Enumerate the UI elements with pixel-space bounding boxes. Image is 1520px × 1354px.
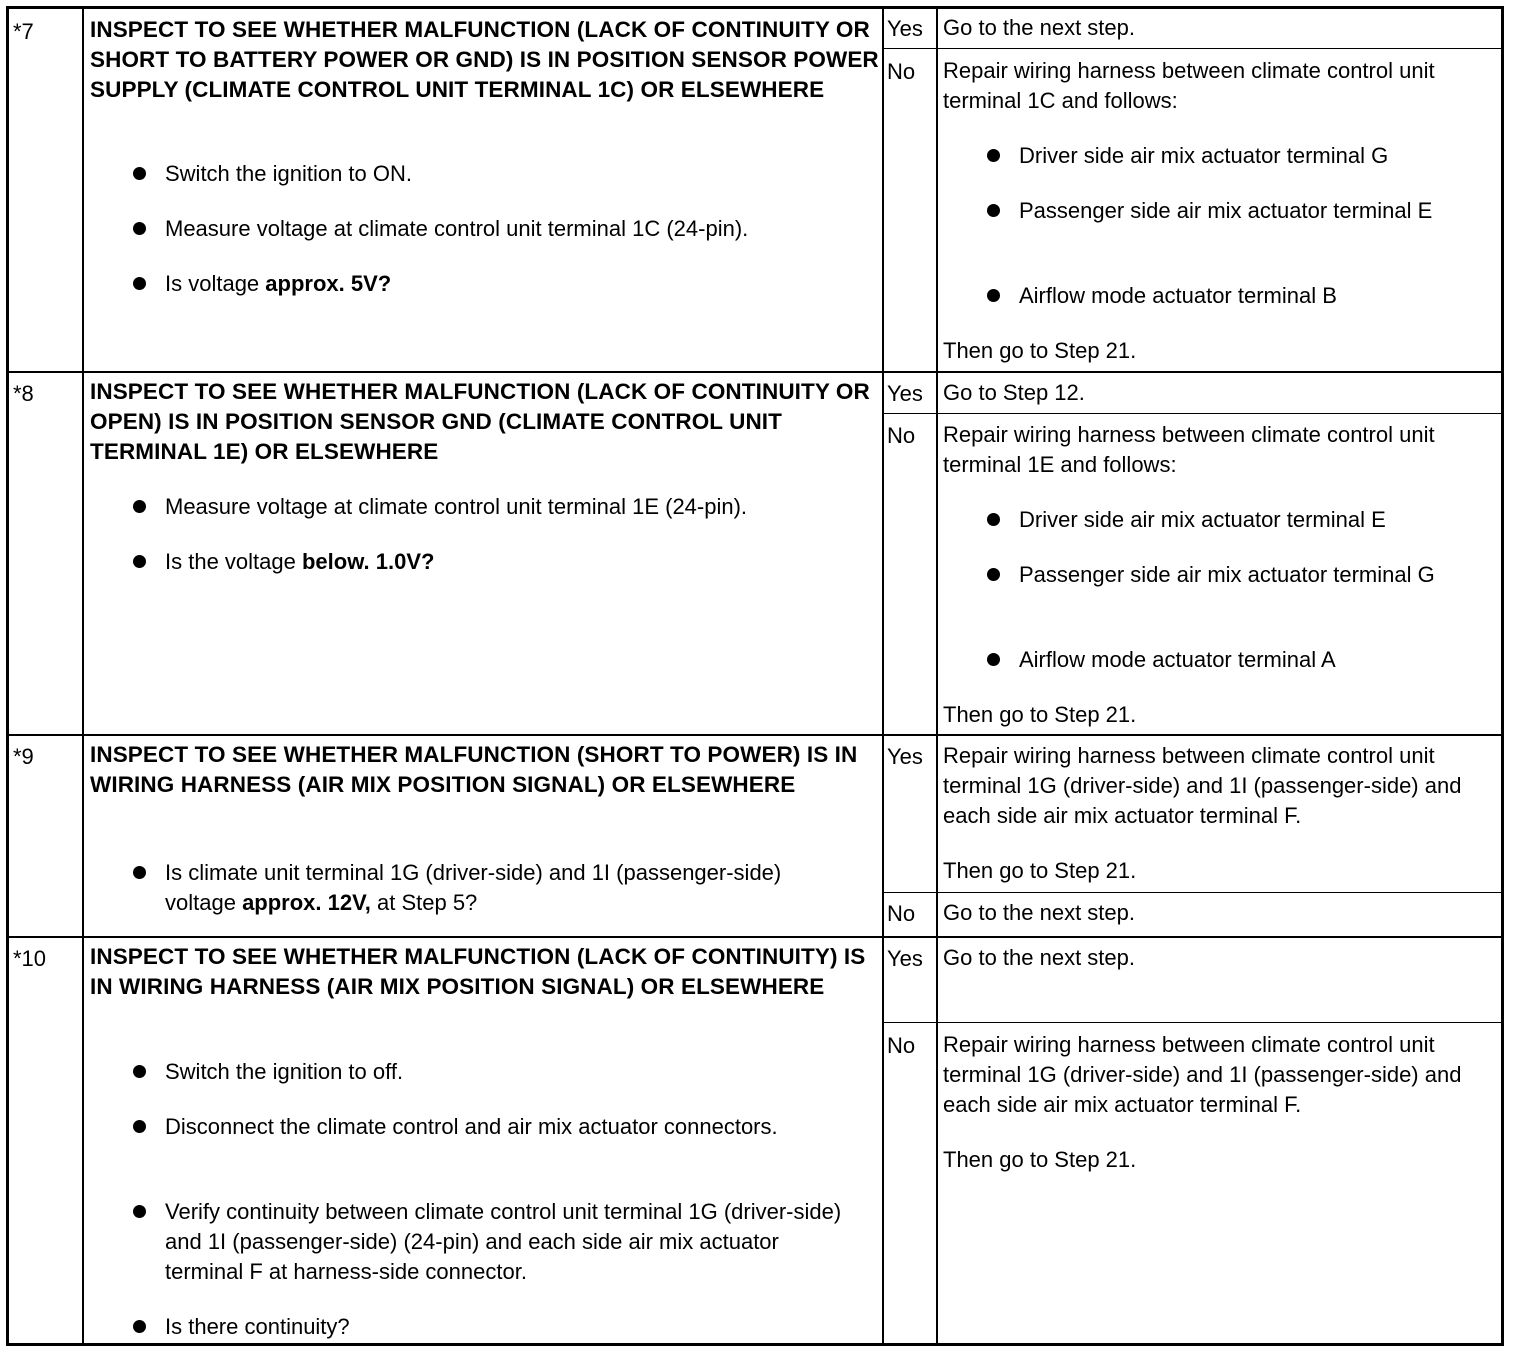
list-item: Disconnect the climate control and air mix actuator connectors. [135,1112,855,1142]
step-title: INSPECT TO SEE WHETHER MALFUNCTION (SHORT TO POWER) IS IN WIRING HARNESS (AIR MIX POSITION SIGNAL) OR ELSEWHERE [90,742,858,797]
bullet-icon [987,204,1000,217]
no-then: Then go to Step 21. [943,1147,1137,1172]
step-title: INSPECT TO SEE WHETHER MALFUNCTION (LACK OF CONTINUITY OR SHORT TO BATTERY POWER OR GND) IS IN POSITION SENSOR POWER SUPPLY (CLIMATE CONTROL UNIT TERMINAL 1C) OR ELSEWHERE [90,17,879,102]
step-row [9,371,1501,736]
bullet-icon [133,866,146,879]
list-item: Driver side air mix actuator terminal E [987,505,1487,535]
bullet-icon [987,568,1000,581]
step-title: INSPECT TO SEE WHETHER MALFUNCTION (LACK OF CONTINUITY) IS IN WIRING HARNESS (AIR MIX POSITION SIGNAL) OR ELSEWHERE [90,944,866,999]
bullet-icon [133,167,146,180]
step-row [9,9,1501,371]
list-item: Passenger side air mix actuator terminal E [987,196,1487,226]
step-number: *10 [13,946,47,971]
bullet-icon [133,500,146,513]
step-row [9,734,1501,938]
list-item: Airflow mode actuator terminal B [987,281,1487,311]
yes-label: Yes [887,744,923,769]
bullet-icon [133,1120,146,1133]
bullet-icon [133,222,146,235]
yes-action: Repair wiring harness between climate control unit terminal 1G (driver-side) and 1I (passenger-side) and each side air mix actuator terminal F. [943,743,1462,828]
list-item: Driver side air mix actuator terminal G [987,141,1487,171]
yes-label: Yes [887,16,923,41]
bullet-icon [133,555,146,568]
bullet-icon [133,1320,146,1333]
no-label: No [887,901,916,926]
no-action: Repair wiring harness between climate control unit terminal 1E and follows: [943,422,1435,477]
step-title: INSPECT TO SEE WHETHER MALFUNCTION (LACK OF CONTINUITY OR OPEN) IS IN POSITION SENSOR GND (CLIMATE CONTROL UNIT TERMINAL 1E) OR ELSEWHERE [90,379,870,464]
bullet-icon [987,149,1000,162]
no-label: No [887,423,916,448]
no-action: Repair wiring harness between climate control unit terminal 1C and follows: [943,58,1435,113]
no-then: Then go to Step 21. [943,702,1137,727]
list-item: Is there continuity? [135,1312,855,1342]
bullet-icon [133,1065,146,1078]
bullet-icon [133,1205,146,1218]
bullet-icon [987,289,1000,302]
list-item: Passenger side air mix actuator terminal G [987,560,1487,590]
list-item: Measure voltage at climate control unit terminal 1E (24-pin). [135,492,855,522]
bullet-icon [987,653,1000,666]
list-item: Measure voltage at climate control unit terminal 1C (24-pin). [135,214,855,244]
yes-action: Go to the next step. [943,15,1136,40]
step-number: *7 [13,19,34,44]
bullet-icon [133,277,146,290]
yes-action: Go to Step 12. [943,380,1085,405]
yes-label: Yes [887,381,923,406]
no-label: No [887,59,916,84]
list-item: Switch the ignition to ON. [135,159,855,189]
list-item: Switch the ignition to off. [135,1057,855,1087]
yes-action: Go to the next step. [943,945,1136,970]
list-item: Is voltage approx. 5V? [135,269,855,299]
troubleshooting-table [6,6,1504,1346]
yes-label: Yes [887,946,923,971]
no-action: Go to the next step. [943,900,1136,925]
no-label: No [887,1033,916,1058]
bullet-icon [987,513,1000,526]
step-number: *9 [13,744,34,769]
list-item: Verify continuity between climate control unit terminal 1G (driver-side) and 1I (passenger-side) (24-pin) and each side air mix actuator terminal F at harness-side connector. [135,1197,855,1287]
list-item: Is climate unit terminal 1G (driver-side) and 1I (passenger-side) voltage approx. 12V, at Step 5? [135,858,855,918]
list-item: Is the voltage below. 1.0V? [135,547,855,577]
list-item: Airflow mode actuator terminal A [987,645,1487,675]
no-action: Repair wiring harness between climate control unit terminal 1G (driver-side) and 1I (passenger-side) and each side air mix actuator terminal F. [943,1032,1462,1117]
yes-then: Then go to Step 21. [943,858,1137,883]
no-then: Then go to Step 21. [943,338,1137,363]
step-number: *8 [13,381,34,406]
step-row [9,936,1501,1345]
